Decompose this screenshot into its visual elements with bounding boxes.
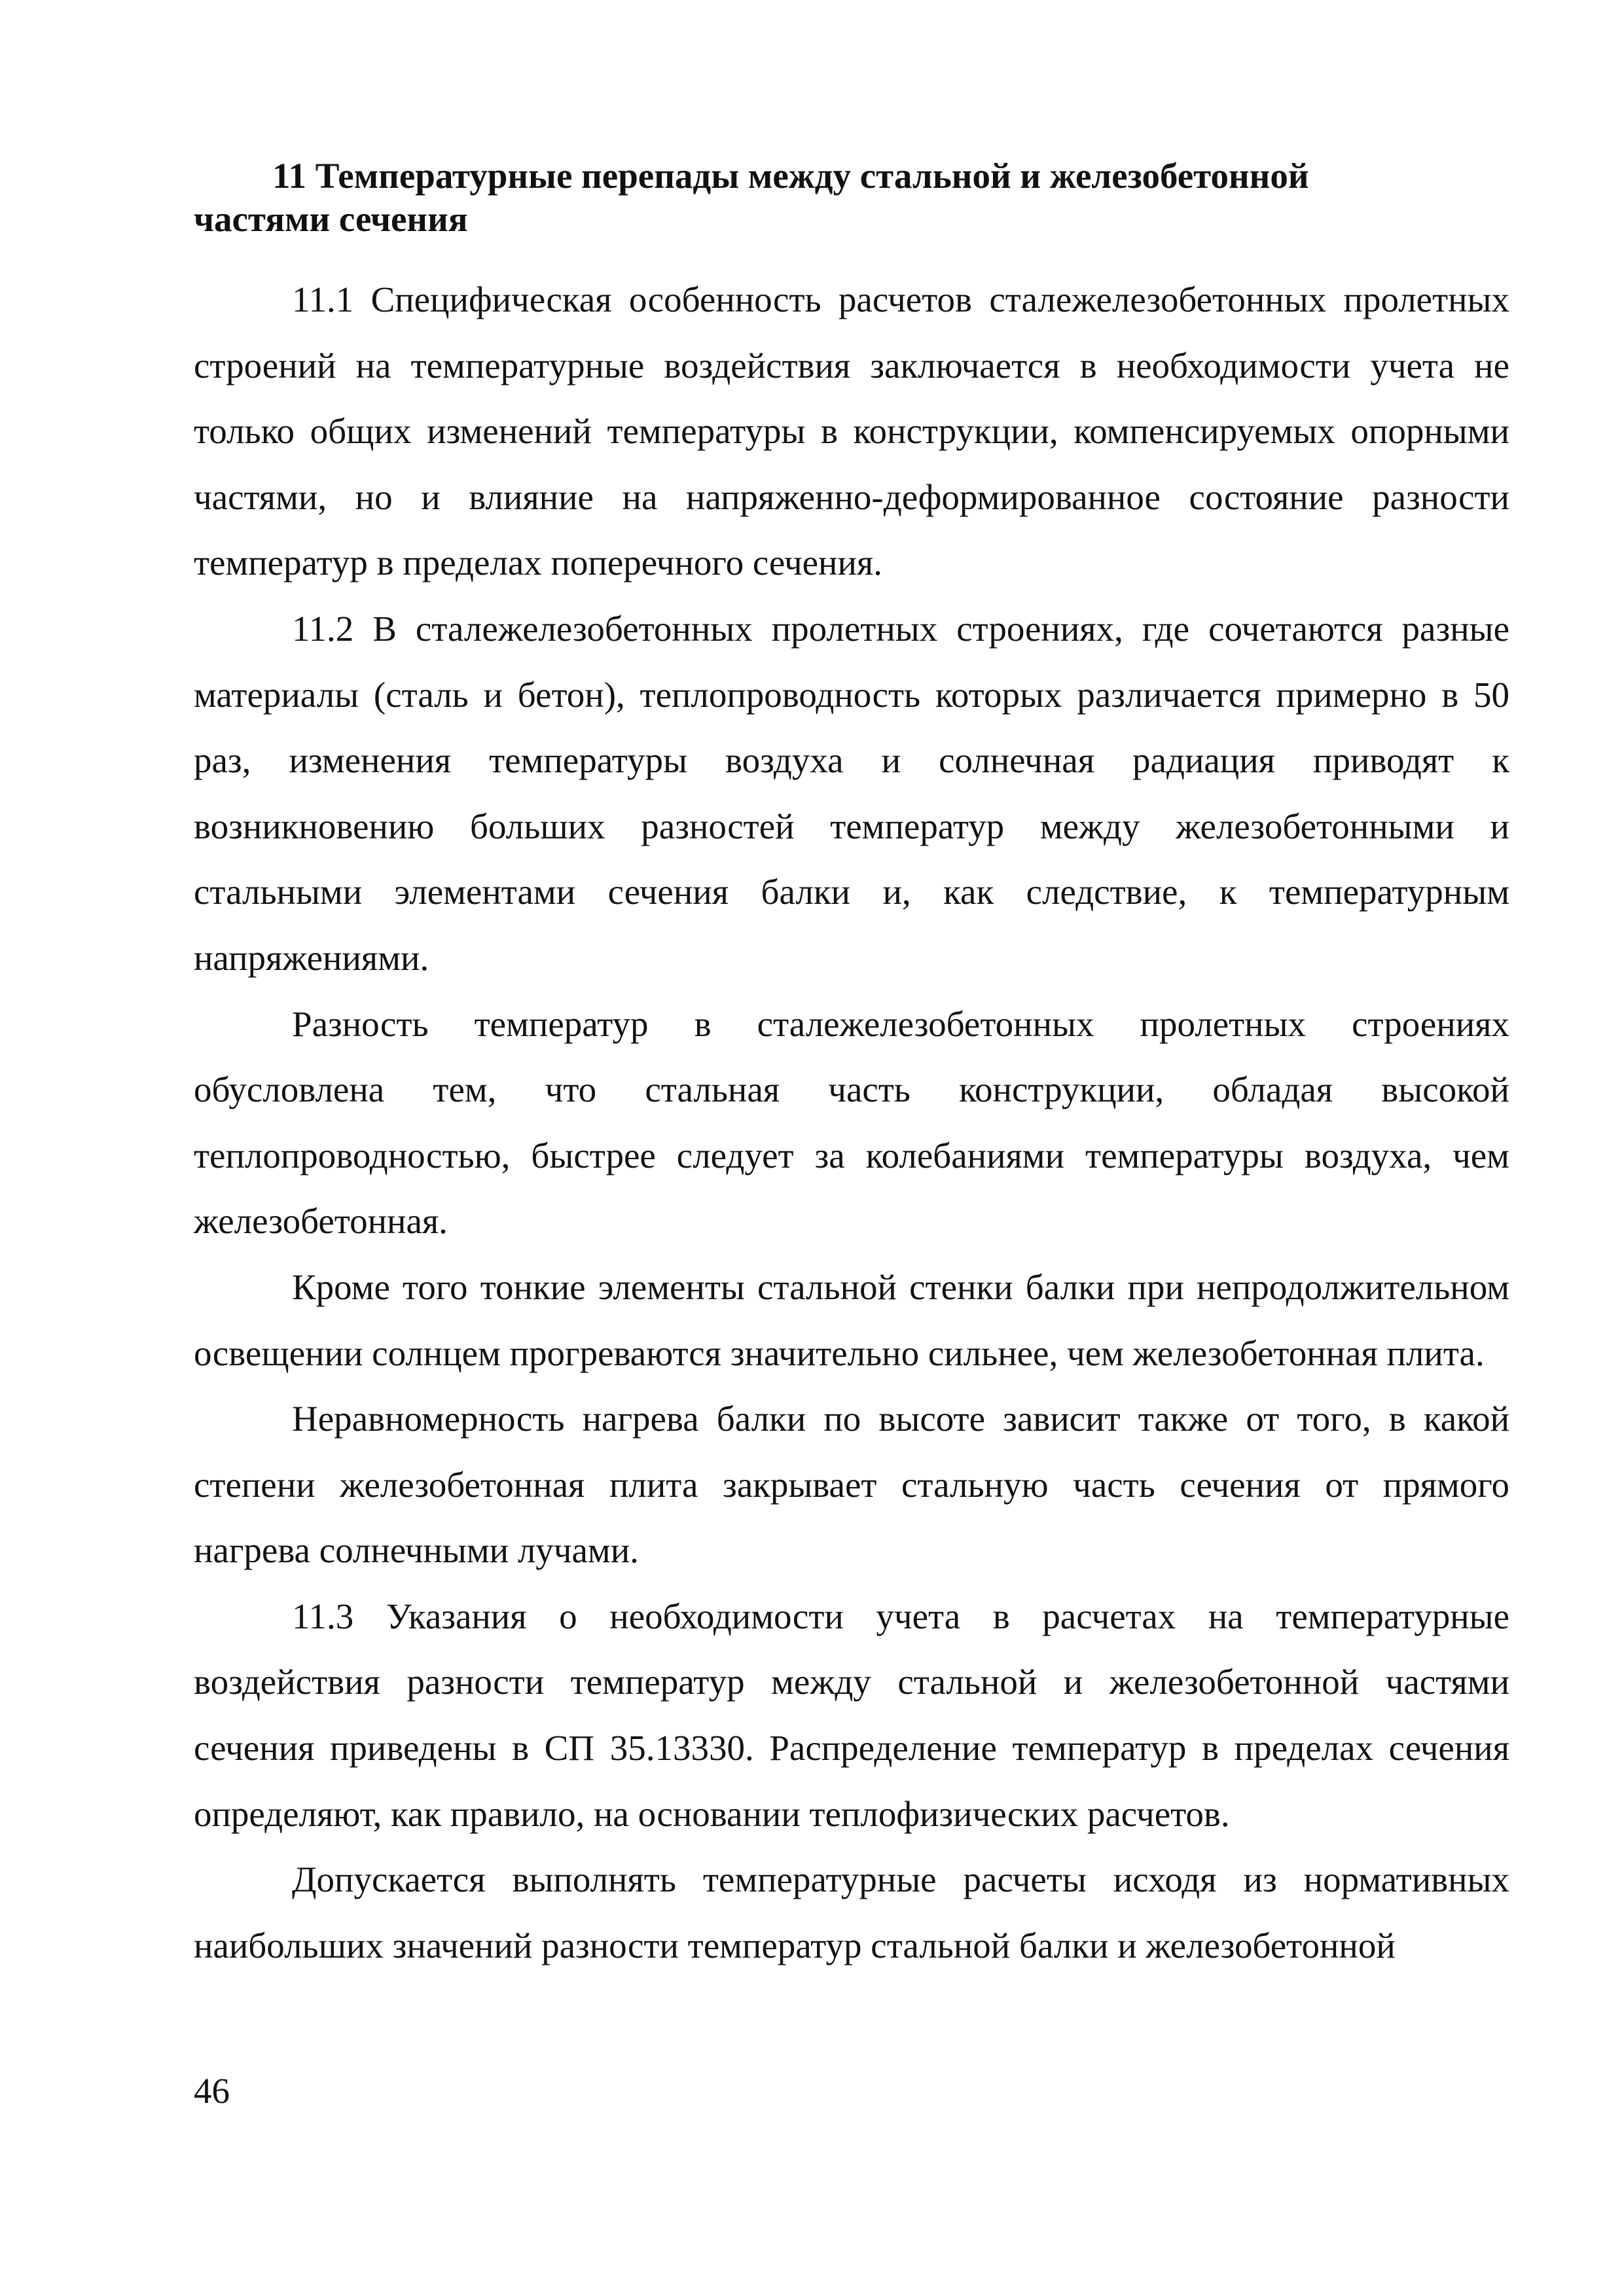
- section-heading-line-2: частями сечения: [194, 199, 468, 239]
- body-text: [194, 267, 1509, 1979]
- paragraph-allowed-calculations: Допускается выполнять температурные расчеты исходя из нормативных наибольших значений разности температур стальной балки и железобетонной: [194, 1859, 1509, 1965]
- paragraph-thin-elements: Кроме того тонкие элементы стальной стенки балки при непродолжительном освещении солнцем прогреваются значительно сильнее, чем железобетонная плита.: [194, 1266, 1509, 1373]
- paragraph-temperature-difference: Разность температур в сталежелезобетонных пролетных строениях обусловлена тем, что стальная часть конструкции, обладая высокой теплопроводностью, быстрее следует за колебаниями температуры воздуха, чем железобетонная.: [194, 1003, 1509, 1242]
- section-heading-line-1: 11 Температурные перепады между стальной и железобетонной: [272, 156, 1309, 196]
- section-heading: [194, 154, 1509, 241]
- paragraph-11-1: 11.1 Специфическая особенность расчетов сталежелезобетонных пролетных строений на температурные воздействия заключается в необходимости учета не только общих изменений температуры в конструкции, компенсируемых опорными частями, но и влияние на напряженно-деформированное состояние разности температур в пределах поперечного сечения.: [194, 279, 1509, 583]
- paragraph-uneven-heating: Неравномерность нагрева балки по высоте зависит также от того, в какой степени железобетонная плита закрывает стальную часть сечения от прямого нагрева солнечными лучами.: [194, 1399, 1509, 1571]
- page-number: 46: [194, 2071, 230, 2111]
- paragraph-11-2: 11.2 В сталежелезобетонных пролетных строениях, где сочетаются разные материалы (сталь и бетон), теплопроводность которых различается примерно в 50 раз, изменения температуры воздуха и солнечная радиация приводят к возникновению больших разностей температур между железобетонными и стальными элементами сечения балки и, как следствие, к температурным напряжениями.: [194, 608, 1509, 978]
- paragraph-11-3: 11.3 Указания о необходимости учета в расчетах на температурные воздействия разности температур между стальной и железобетонной частями сечения приведены в СП 35.13330. Распределение температур в пределах сечения определяют, как правило, на основании теплофизических расчетов.: [194, 1596, 1509, 1834]
